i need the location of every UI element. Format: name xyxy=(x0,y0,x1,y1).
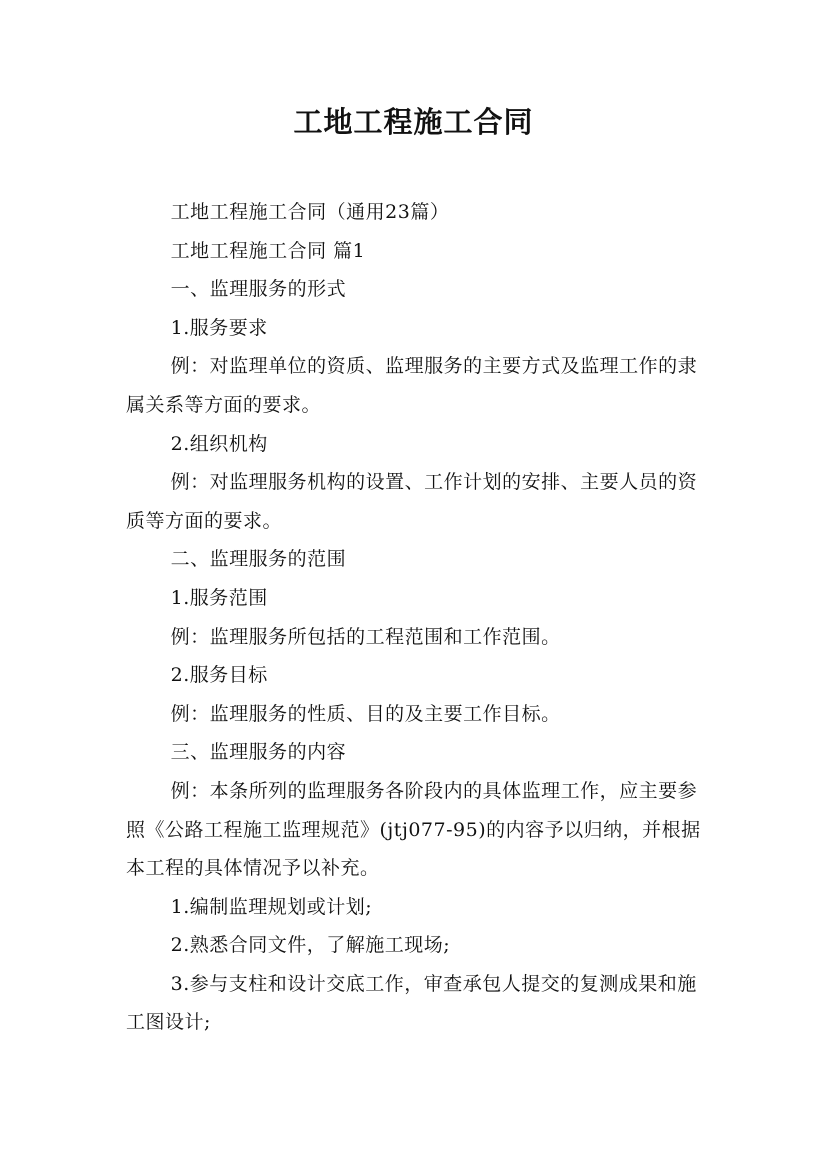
paragraph: 例：监理服务的性质、目的及主要工作目标。 xyxy=(170,702,561,725)
section-heading-1: 一、监理服务的形式 xyxy=(170,278,347,301)
subsection-heading: 1.服务要求 xyxy=(170,316,268,339)
document-body xyxy=(126,193,706,1042)
section-heading-3: 三、监理服务的内容 xyxy=(170,741,347,764)
section-heading-2: 二、监理服务的范围 xyxy=(170,548,347,571)
list-item: 1.编制监理规划或计划; xyxy=(170,895,373,918)
list-item: 3.参与支柱和设计交底工作，审查承包人提交的复测成果和施工图设计; xyxy=(126,972,697,1034)
paragraph-part-heading: 工地工程施工合同 篇1 xyxy=(170,239,366,262)
document-title: 工地工程施工合同 xyxy=(293,105,534,139)
paragraph: 例：本条所列的监理服务各阶段内的具体监理工作，应主要参照《公路工程施工监理规范》(jtj077-95)的内容予以归纳，并根据本工程的具体情况予以补充。 xyxy=(126,779,701,880)
paragraph-subtitle: 工地工程施工合同（通用23篇） xyxy=(170,201,450,223)
paragraph: 例：对监理单位的资质、监理服务的主要方式及监理工作的隶属关系等方面的要求。 xyxy=(126,355,698,416)
subsection-heading: 2.服务目标 xyxy=(170,664,268,687)
paragraph: 例：监理服务所包括的工程范围和工作范围。 xyxy=(170,625,561,648)
paragraph: 例：对监理服务机构的设置、工作计划的安排、主要人员的资质等方面的要求。 xyxy=(126,471,698,532)
subsection-heading: 2.组织机构 xyxy=(170,432,268,455)
list-item: 2.熟悉合同文件，了解施工现场; xyxy=(170,934,451,957)
subsection-heading: 1.服务范围 xyxy=(170,586,268,609)
